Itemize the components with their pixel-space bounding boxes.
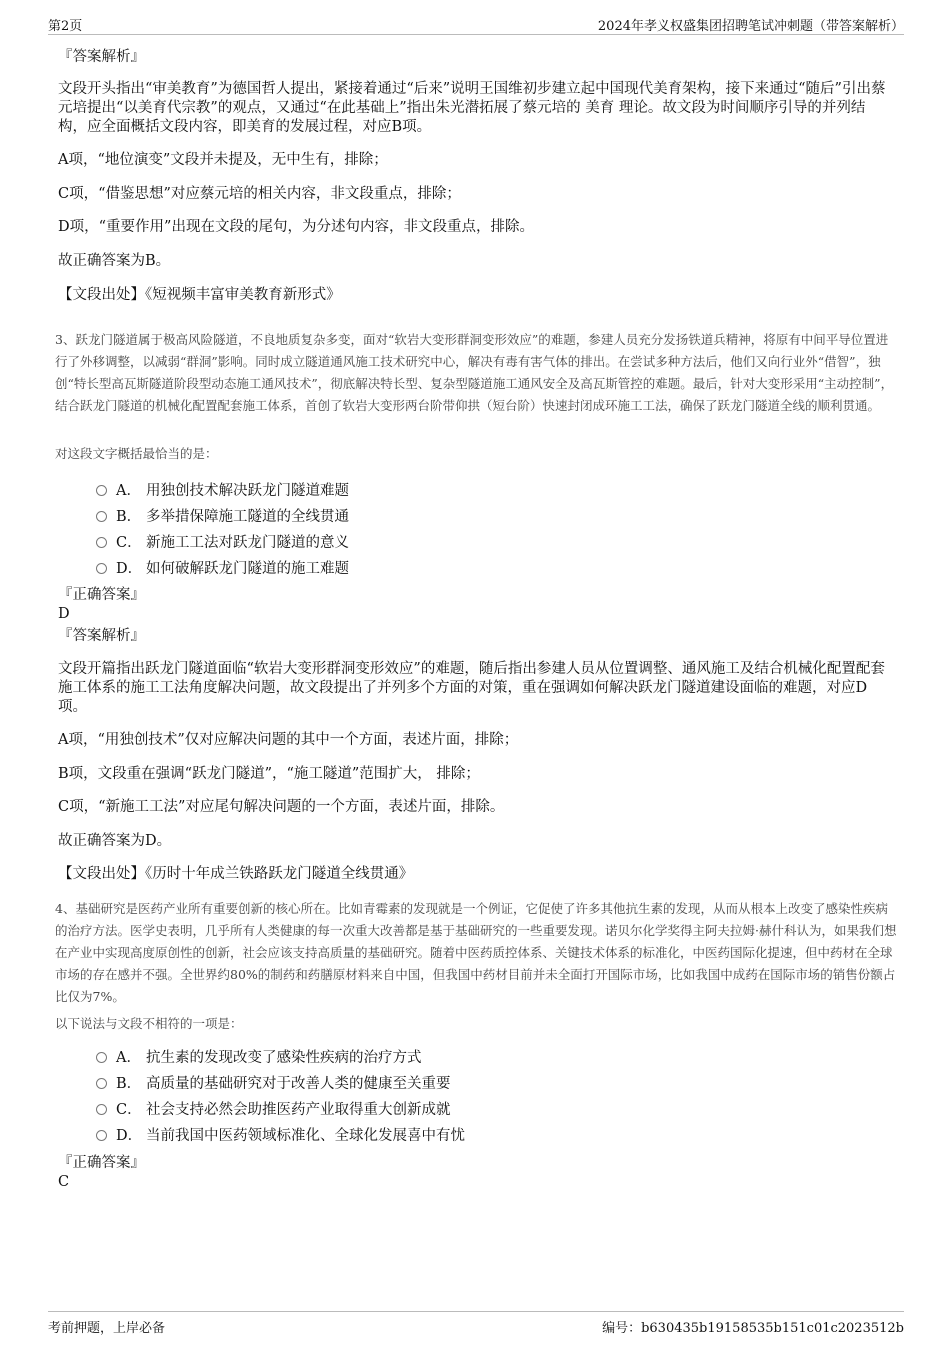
option-letter: D． (116, 1128, 143, 1144)
option-text: 用独创技术解决跃龙门隧道难题 (146, 483, 349, 499)
document-title: 2024年孝义权盛集团招聘笔试冲刺题（带答案解析） (597, 19, 904, 34)
page-number: 第2页 (48, 19, 83, 34)
q4-option-b[interactable] (96, 1074, 451, 1094)
q4-option-a[interactable] (96, 1048, 422, 1068)
q3-analysis-label: 『答案解析』 (58, 628, 145, 644)
option-text: 社会支持必然会助推医药产业取得重大创新成就 (146, 1102, 451, 1118)
q3-explain-a: A项，“用独创技术”仅对应解决问题的其中一个方面，表述片面，排除； (58, 732, 519, 748)
option-text: 当前我国中医药领域标准化、全球化发展喜中有忧 (146, 1128, 465, 1144)
q2-source: 【文段出处】《短视频丰富审美教育新形式》 (58, 287, 341, 303)
option-letter: D． (116, 561, 143, 577)
q4-option-d[interactable] (96, 1126, 465, 1146)
document-code: 编号：b630435b19158535b151c01c2023512b (602, 1321, 904, 1336)
q3-option-a[interactable] (96, 481, 349, 501)
q3-option-d[interactable] (96, 559, 349, 579)
option-letter: A． (116, 483, 141, 499)
radio-icon[interactable] (96, 1078, 107, 1089)
q4-answer: C (58, 1174, 70, 1190)
q3-prompt: 对这段文字概括最恰当的是： (55, 446, 218, 461)
radio-icon[interactable] (96, 511, 107, 522)
q4-prompt: 以下说法与文段不相符的一项是： (55, 1016, 243, 1031)
page-header (48, 12, 904, 35)
q3-passage: 3、跃龙门隧道属于极高风险隧道，不良地质复杂多变，面对“软岩大变形群洞变形效应”的难题，参建人员充分发扬铁道兵精神，将原有中间平导位置进行了外移调整，以减弱“群洞”影响。同时成立隧道通风施工技术研究中心，解决有毒有害气体的排出。在尝试多种方法后，他们又向行业外“借智”，独创“特长型高瓦斯隧道阶段型动态施工通风技术”，彻底解决特长型、复杂型隧道施工通风安全及高瓦斯管控的难题。最后，针对大变形采用“主动控制”，结合跃龙门隧道的机械化配置配套施工体系，首创了软岩大变形两台阶带仰拱（短台阶）快速封闭成环施工工法，确保了跃龙门隧道全线的顺利贯通。 (55, 332, 894, 413)
q3-explain-c: C项，“新施工工法”对应尾句解决问题的一个方面，表述片面，排除。 (58, 799, 505, 815)
q2-analysis-label: 『答案解析』 (58, 49, 145, 65)
q3-conclusion: 故正确答案为D。 (58, 833, 172, 849)
option-letter: C． (116, 535, 142, 551)
option-text: 新施工工法对跃龙门隧道的意义 (146, 535, 349, 551)
q3-analysis-text: 文段开篇指出跃龙门隧道面临“软岩大变形群洞变形效应”的难题，随后指出参建人员从位置调整、通风施工及结合机械化配置配套施工体系的施工工法角度解决问题，故文段提出了并列多个方面的对策，重在强调如何解决跃龙门隧道建设面临的难题，对应D项。 (58, 661, 885, 715)
radio-icon[interactable] (96, 485, 107, 496)
q3-option-b[interactable] (96, 507, 349, 527)
q2-analysis-text: 文段开头指出“审美教育”为德国哲人提出，紧接着通过“后来”说明王国维初步建立起中国现代美育架构，接下来通过“随后”引出蔡元培提出“以美育代宗教”的观点，又通过“在此基础上”指出朱光潜拓展了蔡元培的 美育 理论。故文段为时间顺序引导的并列结构，应全面概括文段内容，即美育的发展过程，对应B项。 (58, 81, 886, 135)
radio-icon[interactable] (96, 537, 107, 548)
option-text: 高质量的基础研究对于改善人类的健康至关重要 (146, 1076, 451, 1092)
option-letter: B． (116, 1076, 142, 1092)
q3-option-c[interactable] (96, 533, 349, 553)
option-text: 如何破解跃龙门隧道的施工难题 (146, 561, 349, 577)
q4-option-c[interactable] (96, 1100, 451, 1120)
page-footer (48, 1311, 904, 1334)
option-text: 抗生素的发现改变了感染性疾病的治疗方式 (146, 1050, 422, 1066)
q4-answer-label: 『正确答案』 (58, 1155, 145, 1171)
q2-explain-d: D项，“重要作用”出现在文段的尾句，为分述句内容，非文段重点，排除。 (58, 219, 534, 235)
q4-passage: 4、基础研究是医药产业所有重要创新的核心所在。比如青霉素的发现就是一个例证，它促使了许多其他抗生素的发现，从而从根本上改变了感染性疾病的治疗方法。医学史表明，几乎所有人类健康的每一次重大改善都是基于基础研究的一些重要发现。诺贝尔化学奖得主阿夫拉姆·赫什科认为，如果我们想在产业中实现高度原创性的创新，社会应该支持高质量的基础研究。随着中医药质控体系、关键技术体系的标准化，中医药国际化提速，但中药材在全球市场的存在感并不强。全世界约80%的制药和药膳原材料来自中国，但我国中药材目前并未全面打开国际市场，比如我国中成药在国际市场的销售份额占比仅为7%。 (55, 901, 897, 1004)
q3-source: 【文段出处】《历时十年成兰铁路跃龙门隧道全线贯通》 (58, 866, 414, 882)
radio-icon[interactable] (96, 1104, 107, 1115)
option-text: 多举措保障施工隧道的全线贯通 (146, 509, 349, 525)
option-letter: A． (116, 1050, 141, 1066)
q3-explain-b: B项，文段重在强调“跃龙门隧道”，“施工隧道”范围扩大， 排除； (58, 766, 480, 782)
q2-explain-a: A项，“地位演变”文段并未提及，无中生有，排除； (58, 152, 388, 168)
option-letter: C． (116, 1102, 142, 1118)
q3-answer: D (58, 606, 70, 622)
radio-icon[interactable] (96, 1130, 107, 1141)
q3-answer-label: 『正确答案』 (58, 587, 145, 603)
radio-icon[interactable] (96, 563, 107, 574)
footer-slogan: 考前押题，上岸必备 (48, 1321, 166, 1336)
q2-explain-c: C项，“借鉴思想”对应蔡元培的相关内容，非文段重点，排除； (58, 186, 461, 202)
option-letter: B． (116, 509, 142, 525)
radio-icon[interactable] (96, 1052, 107, 1063)
q2-conclusion: 故正确答案为B。 (58, 253, 171, 269)
